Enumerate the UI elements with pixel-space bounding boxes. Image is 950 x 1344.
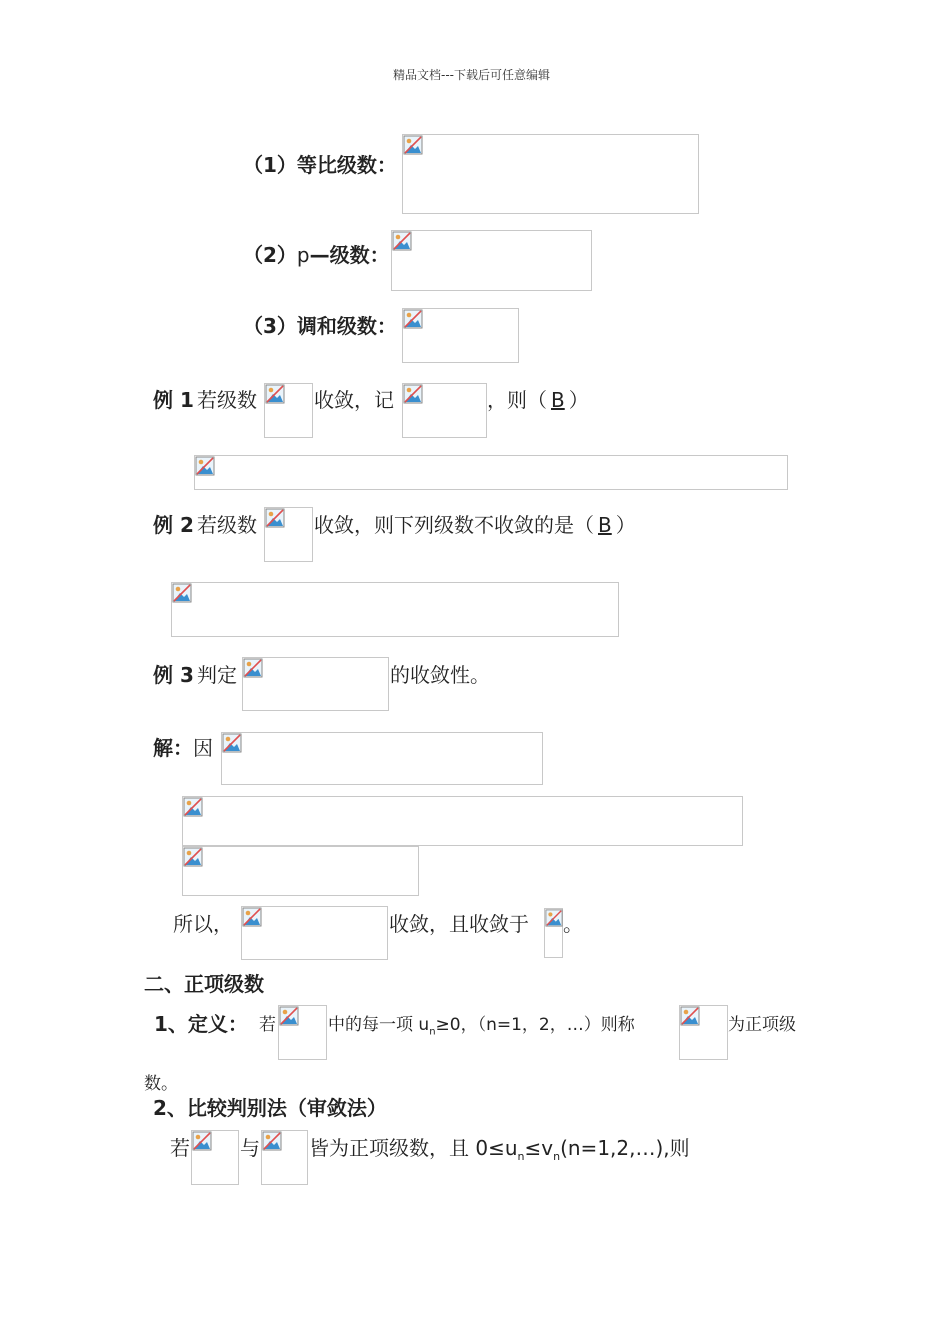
item-geometric-series: （1）等比级数： [243, 153, 397, 177]
formula-image [402, 308, 519, 363]
subsection-heading: 2、比较判别法（审敛法） [153, 1096, 387, 1120]
item-p-series [243, 243, 390, 267]
example-1-text: 若级数 [197, 388, 257, 412]
solution-text: 。 [563, 912, 583, 936]
broken-image-icon [545, 909, 563, 927]
options-image [194, 455, 788, 490]
example-2-text: 收敛，则下列级数不收敛的是（ B ） [314, 513, 636, 537]
solution-text: 收敛，且收敛于 [389, 912, 529, 936]
broken-image-icon [243, 658, 263, 678]
solution-label: 解：因 [153, 736, 213, 760]
example-2-label: 例 2 [153, 513, 194, 537]
answer-b: B [598, 513, 612, 537]
broken-image-icon [195, 456, 215, 476]
broken-image-icon [192, 1131, 212, 1151]
example-3-text: 判定 [197, 663, 237, 687]
item-harmonic-series: （3）调和级数： [243, 314, 397, 338]
formula-image [241, 906, 388, 960]
broken-image-icon [262, 1131, 282, 1151]
broken-image-icon [183, 847, 203, 867]
broken-image-icon [242, 907, 262, 927]
formula-image [278, 1005, 327, 1060]
example-3-label: 例 3 [153, 663, 194, 687]
broken-image-icon [183, 797, 203, 817]
p-letter: p [296, 243, 310, 267]
broken-image-icon [265, 384, 285, 404]
formula-image [402, 383, 487, 438]
definition-text: 中的每一项 $u_n\ge 0$，（n=1，2，…）则称 [328, 1015, 635, 1038]
example-1-label: 例 1 [153, 388, 194, 412]
broken-image-icon [403, 309, 423, 329]
comparison-text: 若 [170, 1136, 190, 1160]
formula-image [679, 1005, 728, 1060]
formula-image [544, 908, 563, 958]
formula-image [191, 1130, 239, 1185]
example-3-text: 的收敛性。 [390, 663, 490, 687]
example-2-text: 若级数 [197, 513, 257, 537]
formula-image [402, 134, 699, 214]
formula-image [182, 796, 743, 846]
formula-image [242, 657, 389, 711]
broken-image-icon [172, 583, 192, 603]
broken-image-icon [680, 1006, 700, 1026]
therefore-text: 所以， [173, 912, 233, 936]
formula-image [264, 383, 313, 438]
formula-image [391, 230, 592, 291]
section-heading: 二、正项级数 [144, 972, 264, 996]
item-number: （2） [243, 243, 297, 267]
broken-image-icon [403, 384, 423, 404]
broken-image-icon [279, 1006, 299, 1026]
item-label: —级数： [309, 243, 390, 267]
comparison-text: 皆为正项级数，且 $0\le u_n\le v_n(n=1,2,\dots)$,则 [309, 1136, 690, 1163]
example-1-text: ，则（ B ） [487, 388, 589, 412]
definition-label: 1、定义： [154, 1012, 248, 1036]
page-header: 精品文档---下载后可任意编辑 [393, 68, 550, 82]
options-image [171, 582, 619, 637]
definition-text: 数。 [144, 1074, 178, 1094]
formula-image [182, 846, 419, 896]
formula-image [221, 732, 543, 785]
definition-text: 若 [259, 1015, 276, 1035]
formula-image [261, 1130, 308, 1185]
broken-image-icon [403, 135, 423, 155]
broken-image-icon [222, 733, 242, 753]
comparison-text: 与 [240, 1136, 260, 1160]
broken-image-icon [265, 508, 285, 528]
example-1-text: 收敛，记 [314, 388, 394, 412]
definition-text: 为正项级 [728, 1015, 796, 1035]
broken-image-icon [392, 231, 412, 251]
formula-image [264, 507, 313, 562]
answer-b: B [551, 388, 565, 412]
